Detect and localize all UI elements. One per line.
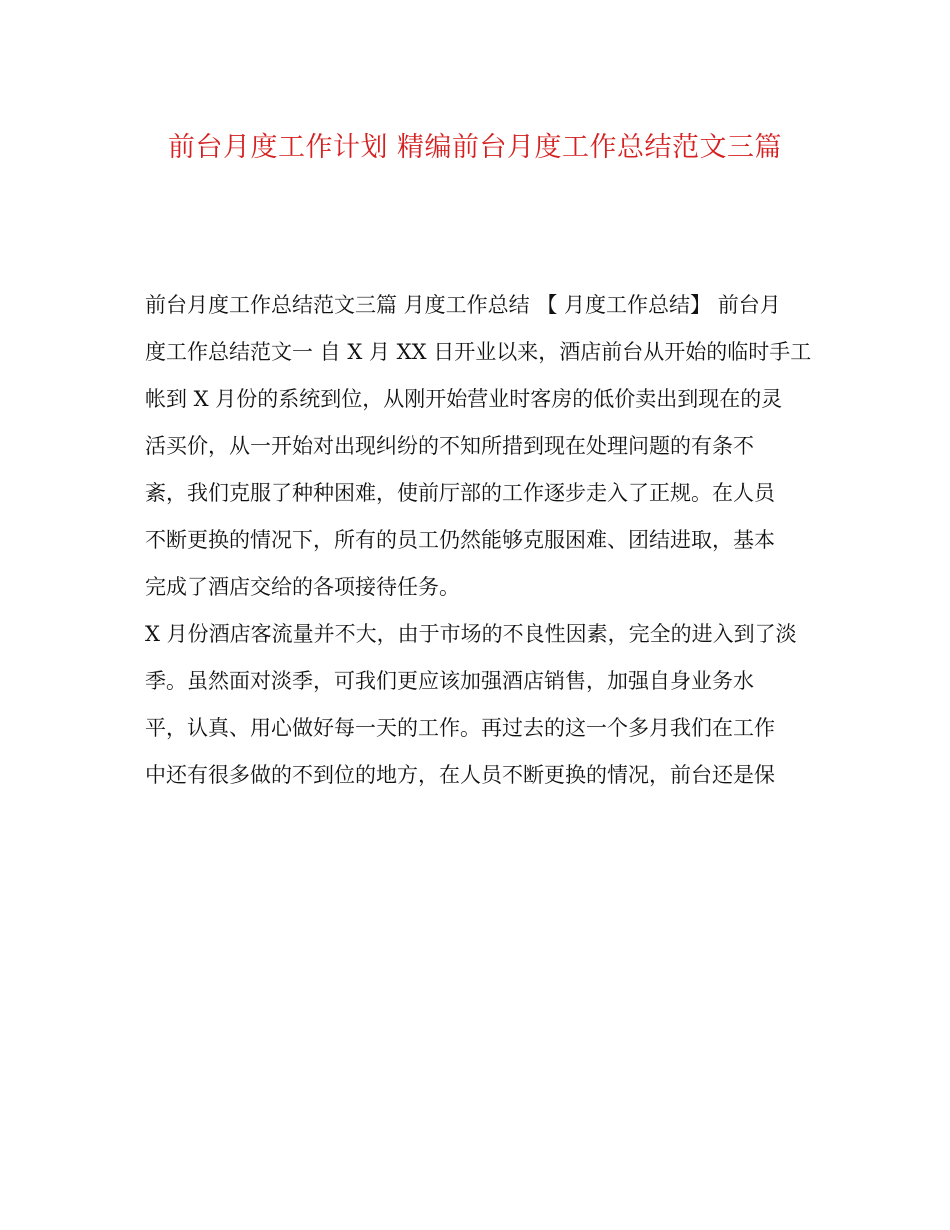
paragraph-line: 度工作总结范文一 自 X 月 XX 日开业以来，酒店前台从开始的临时手工 [145,340,812,364]
paragraph-line: 中还有很多做的不到位的地方，在人员不断更换的情况，前台还是保 [145,763,775,787]
paragraph-line: 活买价，从一开始对出现纠纷的不知所措到现在处理问题的有条不 [145,434,754,458]
document-body [145,282,815,799]
paragraph-1 [145,282,815,611]
paragraph-line: X 月份酒店客流量并不大，由于市场的不良性因素，完全的进入到了淡 [145,622,797,646]
paragraph-line: 紊，我们克服了种种困难，使前厅部的工作逐步走入了正规。在人员 [145,481,775,505]
paragraph-line: 完成了酒店交给的各项接待任务。 [145,575,460,599]
paragraph-line: 平，认真、用心做好每一天的工作。再过去的这一个多月我们在工作 [145,716,775,740]
paragraph-line: 不断更换的情况下，所有的员工仍然能够克服困难、团结进取，基本 [145,528,775,552]
paragraph-line: 帐到 X 月份的系统到位，从刚开始营业时客房的低价卖出到现在的灵 [145,387,783,411]
paragraph-line: 季。虽然面对淡季，可我们更应该加强酒店销售，加强自身业务水 [145,669,754,693]
paragraph-2 [145,611,815,799]
paragraph-line: 前台月度工作总结范文三篇 月度工作总结 【 月度工作总结】 前台月 [145,293,781,317]
document-title: 前台月度工作计划 精编前台月度工作总结范文三篇 [167,132,783,163]
